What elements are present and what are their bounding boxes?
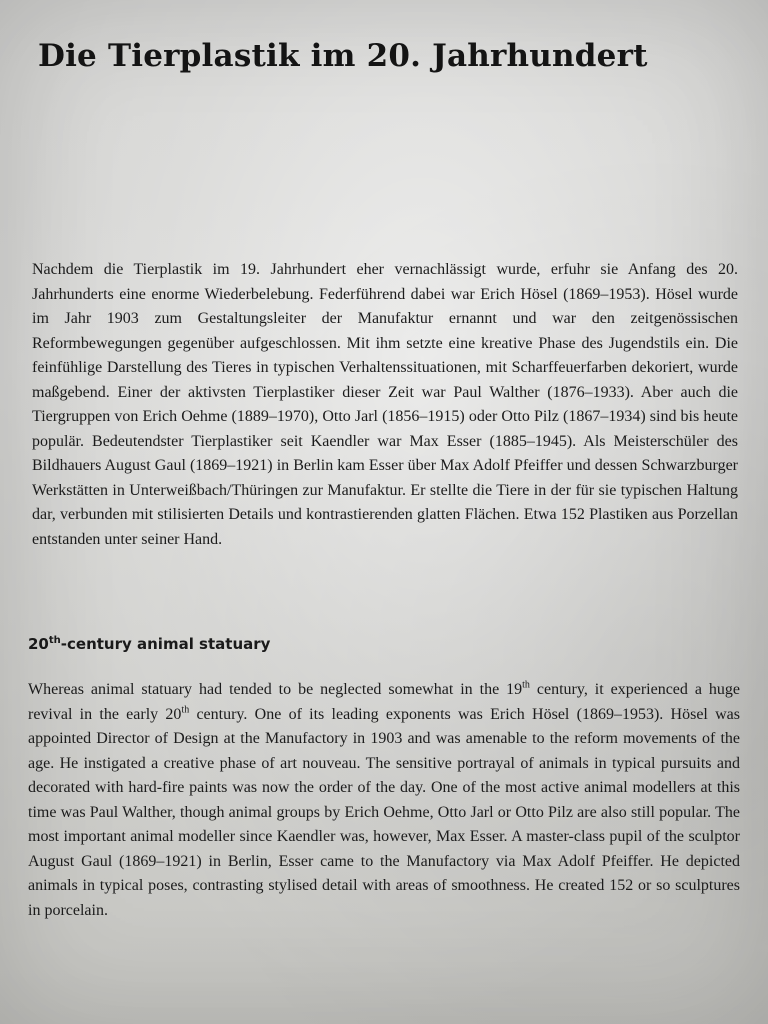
english-superscript-2: th bbox=[181, 704, 190, 716]
english-heading-number: 20 bbox=[28, 635, 49, 653]
english-paragraph-part-3: century. One of its leading exponents was Erich Hösel (1869–1953). Hösel was appointed Director of Design at the Manufactory in 1903 and was amenable to the reform movements of the age. He instigated a creative phase of art nouveau. The sensitive portrayal of animals in typical pursuits and decorated with hard-fire paints was now the order of the day. One of the most active animal modellers at this time was Paul Walther, though animal groups by Erich Oehme, Otto Jarl or Otto Pilz are also still popular. The most important animal modeller since Kaendler was, however, Max Esser. A master-class pupil of the sculptor August Gaul (1869–1921) in Berlin, Esser came to the Manufactory via Max Adolf Pfeiffer. He depicted animals in typical poses, contrasting stylised detail with areas of smoothness. He created 152 or so sculptures in porcelain. bbox=[28, 705, 741, 919]
english-superscript-1: th bbox=[522, 679, 530, 691]
english-paragraph bbox=[28, 678, 740, 923]
page-title: Die Tierplastik im 20. Jahrhundert bbox=[38, 38, 648, 74]
english-paragraph-part-2: century, it experienced a huge revival in the early 20 bbox=[28, 681, 741, 723]
german-paragraph: Nachdem die Tierplastik im 19. Jahrhundert eher vernachlässigt wurde, erfuhr sie Anfang des 20. Jahrhunderts eine enorme Wiederbelebung. Federführend dabei war Erich Hösel (1869–1953). Hösel wurde im Jahr 1903 zum Gestaltungsleiter der Manufaktur ernannt und war den zeitgenössischen Reformbewegungen gegenüber aufgeschlossen. Mit ihm setzte eine kreative Phase des Jugendstils ein. Die feinfühlige Darstellung des Tieres in typischen Verhaltenssituationen, mit Scharffeuerfarben dekoriert, wurde maßgebend. Einer der aktivsten Tierplastiker dieser Zeit war Paul Walther (1876–1933). Aber auch die Tiergruppen von Erich Oehme (1889–1970), Otto Jarl (1856–1915) oder Otto Pilz (1867–1934) sind bis heute populär. Bedeutendster Tierplastiker seit Kaendler war Max Esser (1885–1945). Als Meisterschüler des Bildhauers August Gaul (1869–1921) in Berlin kam Esser über Max Adolf Pfeiffer und dessen Schwarzburger Werkstätten in Unterweißbach/Thüringen zur Manufaktur. Er stellte die Tiere in der für sie typischen Haltung dar, verbunden mit stilisierten Details und kontrastierenden glatten Flächen. Etwa 152 Plastiken aus Porzellan entstanden unter seiner Hand. bbox=[32, 261, 738, 548]
english-heading bbox=[28, 632, 738, 656]
english-heading-text: -century animal statuary bbox=[60, 635, 271, 653]
english-paragraph-part-1: Whereas animal statuary had tended to be neglected somewhat in the 19 bbox=[28, 681, 523, 698]
english-heading-superscript: th bbox=[48, 635, 61, 646]
